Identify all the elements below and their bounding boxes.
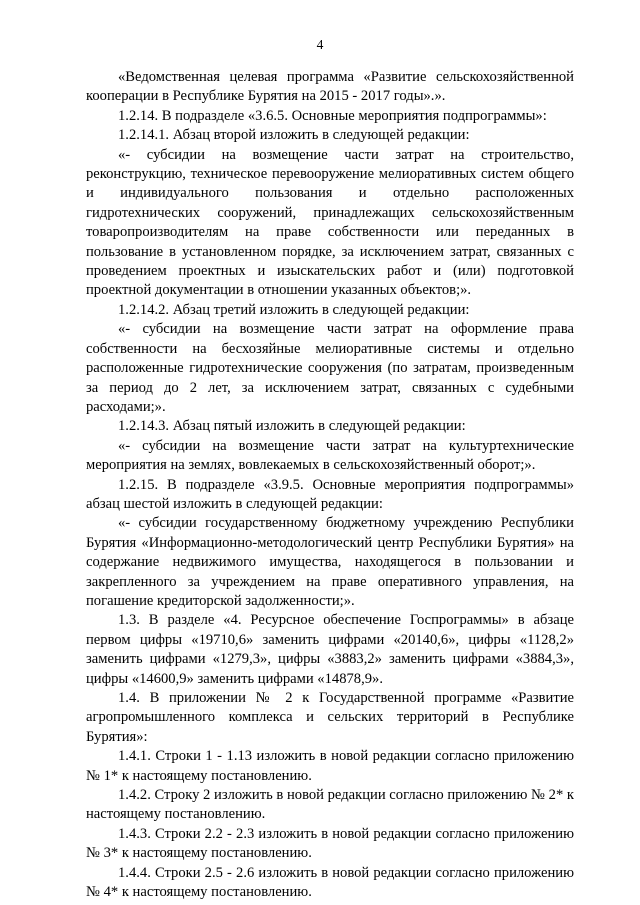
paragraph: 1.3. В разделе «4. Ресурсное обеспечение Госпрограммы» в абзаце первом цифры «19710,6» заменить цифрами «20140,6», цифры «1128,2» заменить цифрами «1279,3», цифры «3883,2» заменить цифрами «3884,3», цифры «14600,9» заменить цифрами «14878,9».: [86, 612, 574, 687]
paragraph: 1.4.1. Строки 1 - 1.13 изложить в новой редакции согласно приложению № 1* к настоящему постановлению.: [86, 748, 574, 784]
paragraph: 1.4.3. Строки 2.2 - 2.3 изложить в новой редакции согласно приложению № 3* к настоящему постановлению.: [86, 825, 574, 862]
paragraph: 1.2.15. В подразделе «3.9.5. Основные мероприятия подпрограммы» абзац шестой изложить в следующей редакции:: [86, 476, 574, 512]
paragraph: 1.2.14.3. Абзац пятый изложить в следующей редакции:: [118, 418, 466, 435]
paragraph: «Ведомственная целевая программа «Развитие сельскохозяйственной кооперации в Республике Бурятия на 2015 - 2017 годы».».: [86, 69, 574, 105]
paragraph: 1.4. В приложении № 2 к Государственной программе «Развитие агропромышленного комплекса и сельских территорий в Республике Бурятия»:: [86, 690, 574, 745]
paragraph: «- субсидии на возмещение части затрат на строительство, реконструкцию, техническое перевооружение мелиоративных систем общего и индивидуального пользования и отдельно расположенных гидротехнических сооружений, принадлежащих сельскохозяйственным товаропроизводителям на праве собственности или переданных в пользование в установленном порядке, за исключением затрат, связанных с проведением проектных и изыскательских работ и (или) подготовкой проектной документации в отношении указанных объектов;».: [86, 146, 574, 299]
paragraph: 1.2.14. В подразделе «3.6.5. Основные мероприятия подпрограммы»:: [118, 107, 547, 124]
paragraph: «- субсидии на возмещение части затрат на культуртехнические мероприятия на землях, вовлекаемых в сельскохозяйственный оборот;».: [86, 437, 574, 474]
paragraph: 1.2.14.1. Абзац второй изложить в следующей редакции:: [118, 127, 470, 144]
paragraph: «- субсидии государственному бюджетному учреждению Республики Бурятия «Информационно-методологический центр Республики Бурятия» на содержание недвижимого имущества, находящегося в пользовании и закрепленного за учреждением на праве оперативного управления, на погашение кредиторской задолженности;».: [86, 515, 574, 609]
page-number: 4: [316, 37, 324, 52]
paragraph: 1.2.14.2. Абзац третий изложить в следующей редакции:: [118, 301, 470, 318]
paragraph: «- субсидии на возмещение части затрат на оформление права собственности на бесхозяйные мелиоративные системы и отдельно расположенные гидротехнические сооружения (по затратам, произведенным за период до 2 лет, за исключением затрат, связанных с судебными расходами;».: [86, 321, 574, 415]
paragraph: 1.4.4. Строки 2.5 - 2.6 изложить в новой редакции согласно приложению № 4* к настоящему постановлению.: [86, 864, 574, 901]
document-body: [86, 68, 574, 902]
paragraph: 1.4.2. Строку 2 изложить в новой редакции согласно приложению № 2* к настоящему постановлению.: [86, 787, 574, 823]
